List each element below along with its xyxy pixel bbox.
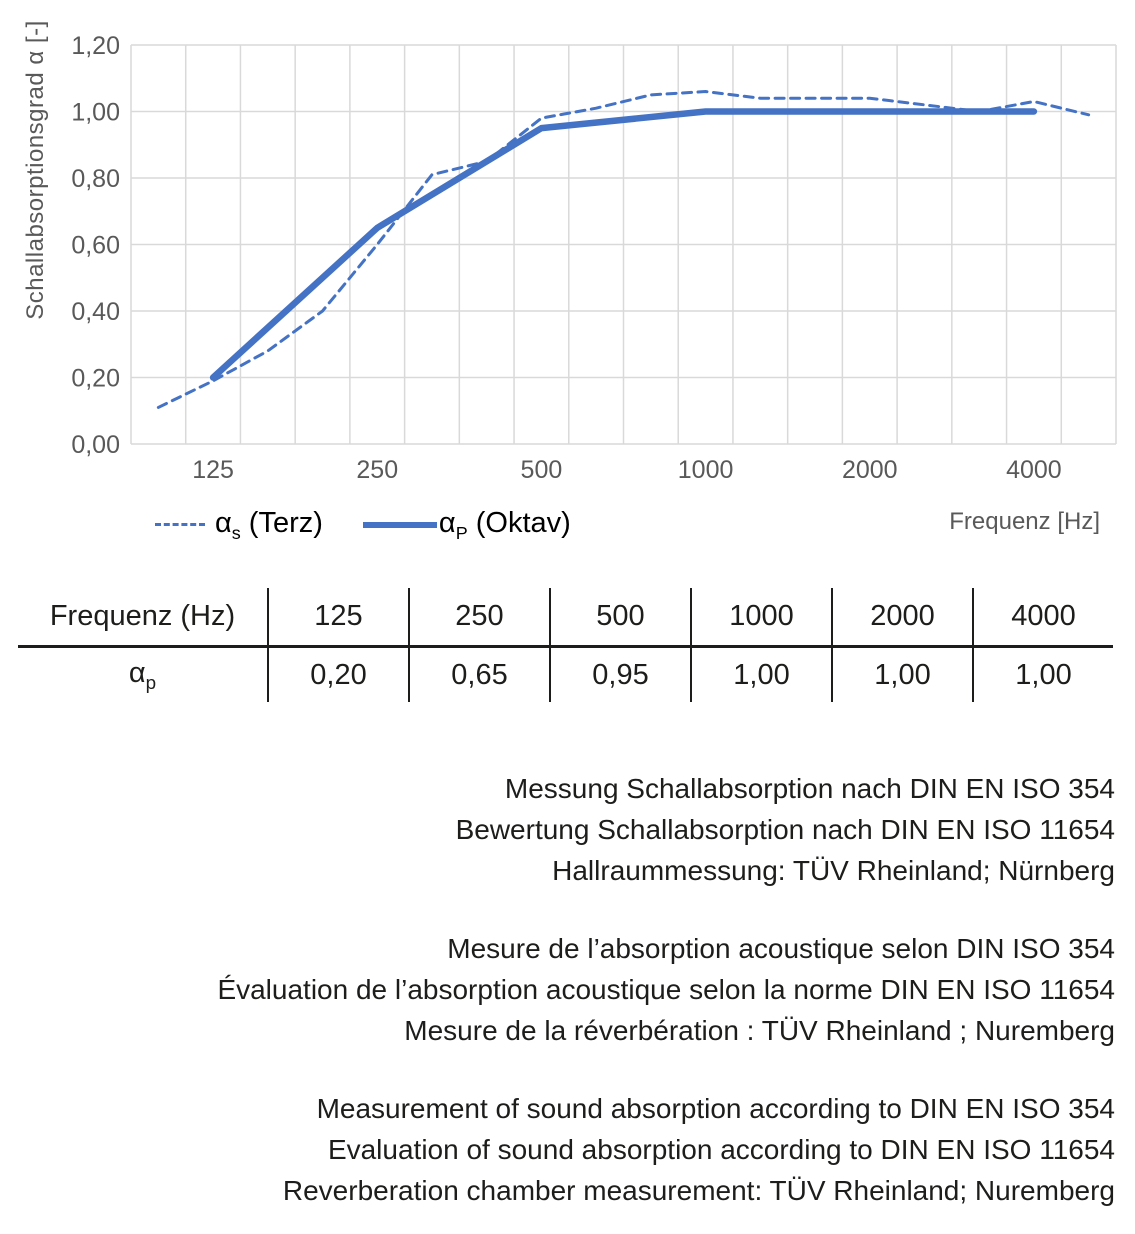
note-block-german — [0, 768, 1115, 891]
table-header-4000: 4000 — [972, 588, 1113, 645]
table-row-label-alpha-p: $\alpha_p$ — [18, 645, 267, 702]
x-tick-label: 1000 — [677, 456, 734, 484]
note-line: Reverberation chamber measurement: TÜV Rheinland; Nuremberg — [282, 1175, 1115, 1206]
table-header-500: 500 — [549, 588, 690, 645]
absorption-chart — [0, 0, 1135, 560]
note-line: Mesure de la réverbération : TÜV Rheinland ; Nuremberg — [404, 1015, 1115, 1046]
dashed-line-sample-icon — [155, 523, 205, 526]
legend-label-alpha-p: $\alpha_P$ (Oktav) — [438, 506, 571, 543]
note-line: Messung Schallabsorption nach DIN EN ISO 354 — [504, 773, 1115, 804]
x-axis-title: Frequenz [Hz] — [949, 508, 1100, 535]
y-tick-label: 0,80 — [71, 165, 120, 193]
note-line: Measurement of sound absorption according to DIN EN ISO 354 — [316, 1093, 1115, 1124]
y-tick-label: 0,60 — [71, 231, 120, 260]
table-value-250: 0,65 — [408, 645, 549, 702]
table-value-500: 0,95 — [549, 645, 690, 702]
legend-label-alpha-s: $\alpha_s$ (Terz) — [215, 506, 323, 543]
x-tick-label: 4000 — [1006, 456, 1062, 484]
note-line: Evaluation of sound absorption according to DIN EN ISO 11654 — [327, 1134, 1115, 1165]
absorption-chart-section — [0, 0, 1135, 560]
note-line: Bewertung Schallabsorption nach DIN EN ISO 11654 — [455, 814, 1115, 845]
y-tick-label: 1,00 — [71, 98, 120, 127]
table-value-1000: 1,00 — [690, 645, 831, 702]
x-tick-label: 125 — [192, 456, 234, 484]
note-line: Mesure de l’absorption acoustique selon DIN ISO 354 — [447, 933, 1115, 964]
x-tick-label: 500 — [520, 456, 563, 484]
note-block-english — [0, 1088, 1115, 1211]
y-tick-label: 0,20 — [71, 364, 120, 393]
table-header-250: 250 — [408, 588, 549, 645]
x-tick-label: 2000 — [841, 456, 898, 484]
note-line: Hallraummessung: TÜV Rheinland; Nürnberg — [552, 855, 1115, 886]
legend-item-alpha-s — [155, 507, 323, 544]
table-header-frequency: Frequenz (Hz) — [49, 600, 236, 632]
y-tick-label: 1,20 — [71, 32, 120, 60]
absorption-table — [18, 588, 1116, 702]
table-header-1000: 1000 — [690, 588, 831, 645]
table-header-125: 125 — [267, 588, 408, 645]
solid-line-sample-icon — [363, 522, 437, 528]
table-value-125: 0,20 — [267, 645, 408, 702]
note-block-french — [0, 928, 1115, 1051]
table-header-2000: 2000 — [831, 588, 972, 645]
y-tick-label: 0,40 — [71, 298, 120, 326]
x-tick-label: 250 — [356, 456, 399, 484]
y-axis-title: Schallabsorptionsgrad α [-] — [22, 20, 49, 320]
note-line: Évaluation de l’absorption acoustique selon la norme DIN EN ISO 11654 — [217, 974, 1115, 1005]
y-tick-label: 0,00 — [71, 431, 120, 459]
chart-legend — [155, 503, 571, 547]
legend-item-alpha-p — [337, 507, 571, 544]
table-value-4000: 1,00 — [972, 645, 1113, 702]
table-value-2000: 1,00 — [831, 645, 972, 702]
